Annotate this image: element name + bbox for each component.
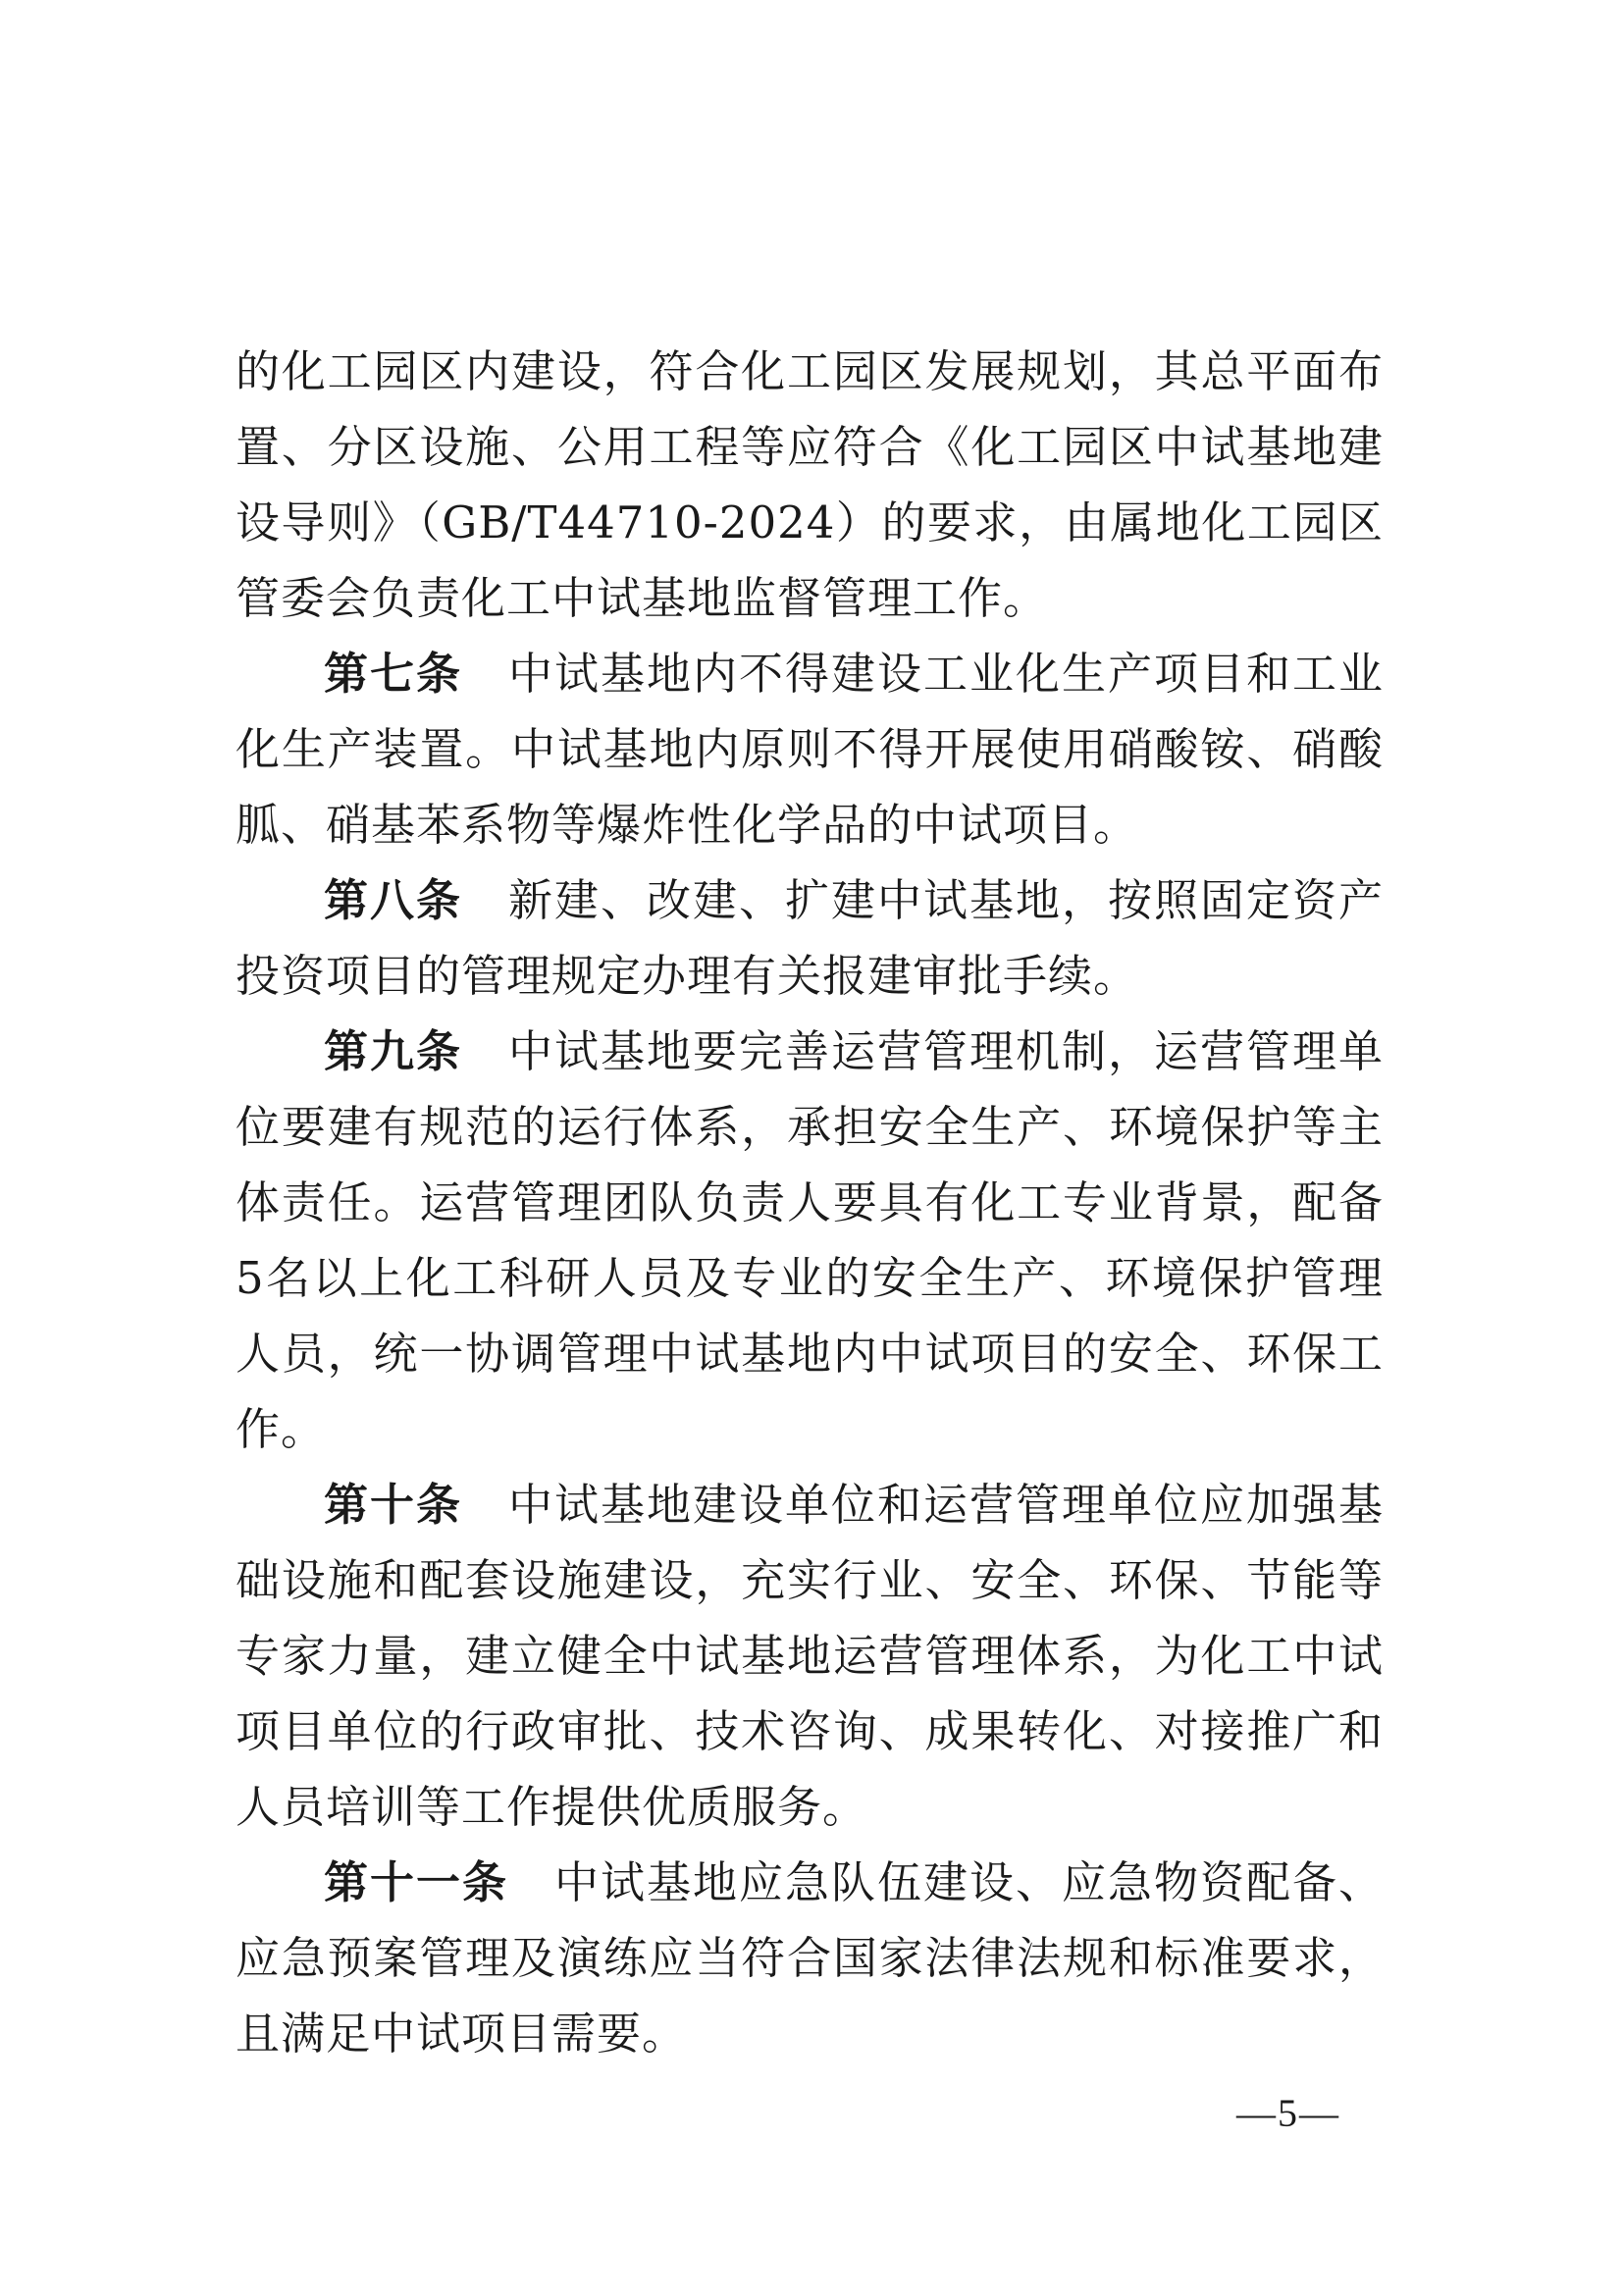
article-number: 第八条 — [324, 874, 462, 926]
paragraph-article-8 — [236, 862, 1384, 1014]
article-number: 第十一条 — [324, 1856, 508, 1908]
paragraph-article-10 — [236, 1467, 1384, 1845]
paragraph-text: 新建、改建、扩建中试基地，按照固定资产投资项目的管理规定办理有关报建审批手续。 — [236, 874, 1384, 1002]
document-body — [236, 334, 1384, 2071]
paragraph-continuation — [236, 334, 1384, 636]
article-number: 第九条 — [324, 1025, 462, 1077]
paragraph-article-9 — [236, 1014, 1384, 1467]
paragraph-text: 中试基地要完善运营管理机制，运营管理单位要建有规范的运行体系，承担安全生产、环境保护等主体责任。运营管理团队负责人要具有化工专业背景，配备5名以上化工科研人员及专业的安全生产、环境保护管理人员，统一协调管理中试基地内中试项目的安全、环保工作。 — [236, 1025, 1384, 1455]
paragraph-article-11 — [236, 1845, 1384, 2071]
article-number: 第十条 — [324, 1479, 462, 1531]
article-number: 第七条 — [324, 648, 462, 700]
paragraph-article-7 — [236, 636, 1384, 862]
paragraph-text: 中试基地应急队伍建设、应急物资配备、应急预案管理及演练应当符合国家法律法规和标准要求，且满足中试项目需要。 — [236, 1856, 1384, 2060]
paragraph-text: 的化工园区内建设，符合化工园区发展规划，其总平面布置、分区设施、公用工程等应符合《化工园区中试基地建设导则》（GB/T44710-2024）的要求，由属地化工园区管委会负责化工中试基地监督管理工作。 — [236, 345, 1384, 624]
paragraph-text: 中试基地建设单位和运营管理单位应加强基础设施和配套设施建设，充实行业、安全、环保、节能等专家力量，建立健全中试基地运营管理体系，为化工中试项目单位的行政审批、技术咨询、成果转化、对接推广和人员培训等工作提供优质服务。 — [236, 1479, 1384, 1833]
paragraph-text: 中试基地内不得建设工业化生产项目和工业化生产装置。中试基地内原则不得开展使用硝酸铵、硝酸胍、硝基苯系物等爆炸性化学品的中试项目。 — [236, 648, 1384, 851]
page-number: —5— — [1236, 2091, 1340, 2135]
